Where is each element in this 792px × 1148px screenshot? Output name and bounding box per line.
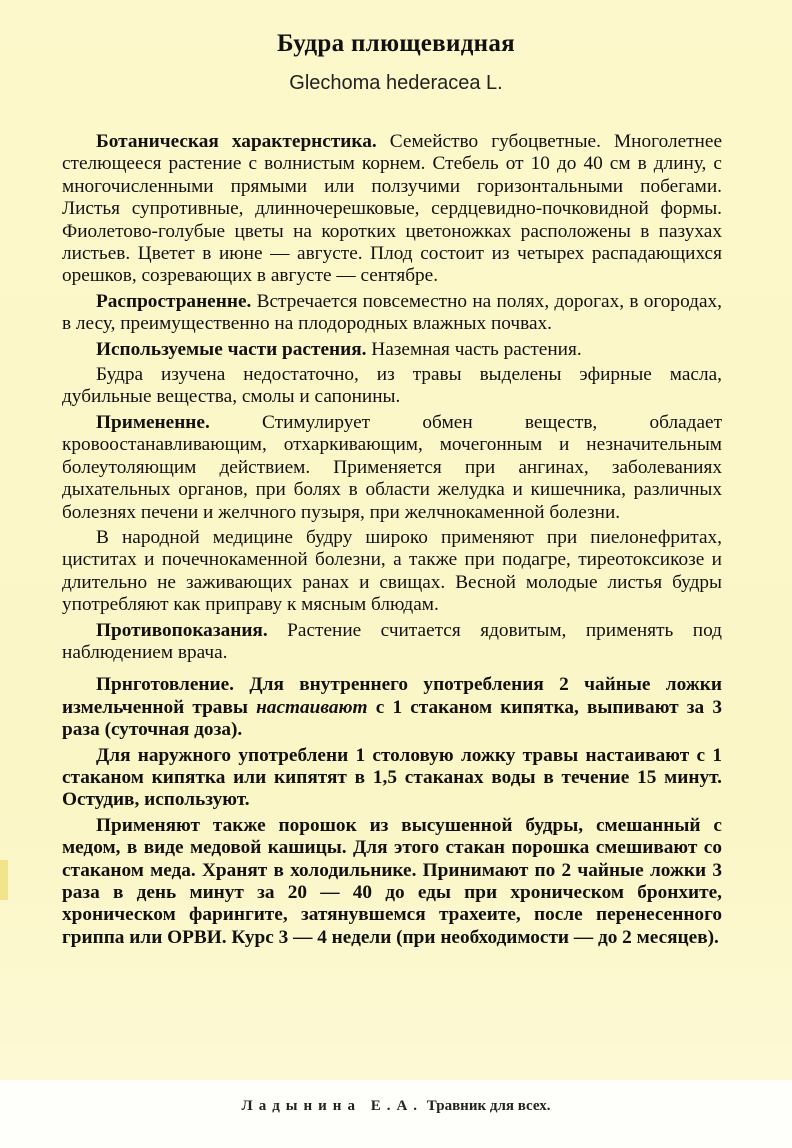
use-paragraph <box>62 412 722 524</box>
preparation-heading: Прнготовление. <box>96 674 234 696</box>
parts-text: Наземная часть растения. <box>366 338 582 360</box>
parts-heading: Используемые части растения. <box>96 338 367 360</box>
botany-text: Семейство губоцветные. Многолетнее стелющееся растение с волнистым корнем. Стебель от 10 до 40 см в длину, с многочисленными прямыми или ползучими горизонтальными побегами. Листья супротивные, длинночерешковые, сердцевидно-почковидной формы. Фиолетово-голубые цветы на коротких цветоножках расположены в пазухах листьев. Цветет в июне — августе. Плод состоит из четырех распадающихся орешков, созревающих в августе — сентябре. <box>62 131 722 287</box>
contraindications-heading: Противопоказания. <box>96 619 268 641</box>
botany-heading: Ботаническая характернстика. <box>96 131 377 152</box>
folk-medicine-paragraph: В народной медицине будру широко применяют при пиелонефритах, циститах и почечнокаменной болезни, а также при подагре, тиреотоксикозе и длительно не заживающих ранах и свищах. Весной молодые листья будры употребляют как приправу к мясным блюдам. <box>62 526 722 616</box>
latin-name: Glechoma hederacea L. <box>289 72 503 94</box>
distribution-text: Встречается повсеместно на полях, дорогах, в огородах, в лесу, преимущественно на плодородных влажных почвах. <box>62 290 722 335</box>
page-edge-mark <box>0 860 8 900</box>
external-use-paragraph: Для наружного употреблени 1 столовую ложку травы настаивают с 1 стаканом кипятка или кипятят в 1,5 стаканах воды в течение 15 минут. Остудив, используют. <box>62 744 722 811</box>
distribution-paragraph <box>62 291 722 336</box>
preparation-paragraph <box>62 674 722 741</box>
botany-paragraph <box>62 131 722 288</box>
footer-author: Ладынина Е.А. <box>241 1098 424 1114</box>
use-heading: Примененне. <box>96 411 210 433</box>
contraindications-paragraph <box>62 620 722 665</box>
footer-book-title: Травник для всех. <box>426 1098 551 1114</box>
composition-paragraph: Будра изучена недостаточно, из травы выделены эфирные масла, дубильные вещества, смолы и сапонины. <box>62 364 722 408</box>
page-title: Будра плющевидная <box>277 30 515 57</box>
parts-paragraph <box>62 339 722 361</box>
article-body <box>62 131 722 952</box>
contraindications-text: Растение считается ядовитым, применять под наблюдением врача. <box>62 619 722 663</box>
use-text: Стимулирует обмен веществ, обладает кровоостанавливающим, отхаркивающим, мочегонным и незначительным болеутоляющим действием. Применяется при ангинах, заболеваниях дыхательных органов, при болях в области желудка и кишечника, различных болезнях печени и желчного пузыря, при желчнокаменной болезни. <box>62 411 722 523</box>
preparation-text-italic: настаивают <box>256 696 368 718</box>
distribution-heading: Распространенне. <box>96 290 252 312</box>
powder-paragraph: Применяют также порошок из высушенной будры, смешанный с медом, в виде медовой кашицы. Для этого стакан порошка смешивают со стаканом меда. Хранят в холодильнике. Принимают по 2 чайные ложки 3 раза в день минут за 20 — 40 до еды при хроническом бронхите, хроническом фарингите, затянувшемся трахеите, после перенесенного гриппа или ОРВИ. Курс 3 — 4 недели (при необходимости — до 2 месяцев). <box>62 814 722 948</box>
preparation-text-1: Для внутреннего употребления 2 чайные ложки измельченной травы <box>62 674 722 718</box>
preparation-text-2: с 1 стаканом кипятка, выпивают за 3 раза (суточная доза). <box>62 696 722 741</box>
page-footer <box>0 1098 792 1115</box>
